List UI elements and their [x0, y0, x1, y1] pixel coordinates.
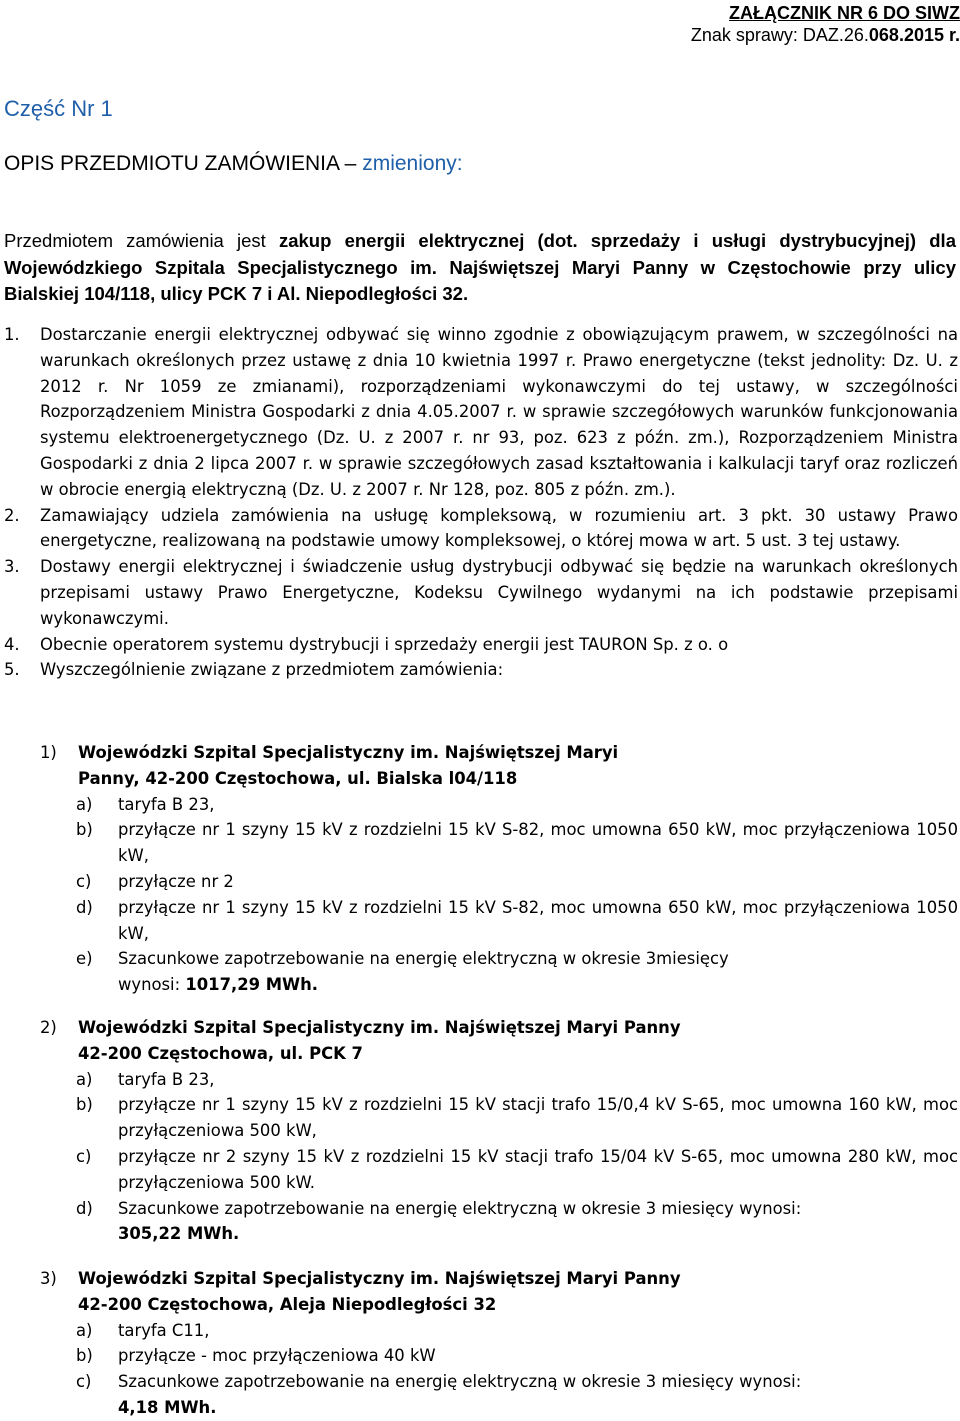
intro-bold: zakup energii elektrycznej (dot. sprzedaży i usługi dystrybucyjnej) dla Wojewódzkiego Szpitala Specjalistycznego im. Najświętszej Maryi Panny w Częstochowie przy ulicy Bialskiej 104/118, ulicy PCK 7 i Al. Niepodległości 32. [4, 230, 956, 304]
item-letter: a) [76, 1069, 93, 1089]
section-item [40, 1092, 958, 1144]
point-item [4, 632, 958, 658]
item-text-continuation: wynosi: [118, 975, 186, 995]
energy-demand-value: 305,22 MWh. [118, 1224, 240, 1244]
point-item [4, 503, 958, 555]
point-number: 5. [4, 660, 20, 680]
point-number: 1. [4, 325, 20, 344]
section-heading [40, 740, 958, 766]
item-text: Szacunkowe zapotrzebowanie na energię elektryczną w okresie 3miesięcy [118, 949, 729, 969]
section-item [40, 895, 958, 947]
item-letter: d) [76, 1198, 93, 1218]
point-text: Dostawy energii elektrycznej i świadczenie usług dystrybucji odbywać się będzie na warunkach określonych przepisami ustawy Prawo Energetyczne, Kodeksu Cywilnego wydanymi na ich podstawie przepisami wykonawczymi. [40, 557, 958, 628]
case-reference [691, 24, 960, 46]
case-reference-prefix: Znak sprawy: DAZ.26. [690, 25, 869, 45]
title-suffix: zmieniony: [362, 152, 463, 175]
item-letter: b) [76, 820, 93, 840]
hospital-section-2 [40, 1015, 958, 1247]
title-main: OPIS PRZEDMIOTU ZAMÓWIENIA – [4, 152, 363, 175]
point-item [4, 554, 958, 631]
part-label: Część Nr 1 [4, 96, 113, 121]
section-number: 1) [40, 743, 57, 762]
section-item [40, 1144, 958, 1196]
item-letter: a) [76, 794, 93, 814]
item-letter: b) [76, 1346, 93, 1366]
point-text: Obecnie operatorem systemu dystrybucji i sprzedaży energii jest TAURON Sp. z o. o [40, 634, 729, 654]
item-letter: b) [76, 1095, 93, 1115]
item-text: przyłącze nr 1 szyny 15 kV z rozdzielni 15 kV S-82, moc umowna 650 kW, moc przyłączeniowa 1050 kW, [118, 897, 958, 943]
section-name: Wojewódzki Szpital Specjalistyczny im. Najświętszej Maryi [78, 743, 619, 762]
section-number: 3) [40, 1269, 57, 1288]
intro-prefix: Przedmiotem zamówienia jest [4, 230, 279, 251]
point-item [4, 322, 958, 503]
section-heading [40, 1015, 958, 1041]
item-letter: d) [76, 897, 93, 917]
case-reference-number: 068.2015 r. [868, 25, 960, 45]
point-number: 3. [4, 557, 20, 577]
section-item [40, 946, 958, 998]
item-text: przyłącze nr 2 [118, 871, 234, 891]
section-address: 42-200 Częstochowa, Aleja Niepodległości 32 [78, 1294, 497, 1314]
section-item [40, 869, 958, 895]
item-text-block [118, 1196, 958, 1248]
section-address: 42-200 Częstochowa, ul. PCK 7 [78, 1043, 363, 1063]
section-item [40, 1196, 958, 1248]
point-text: Dostarczanie energii elektrycznej odbywać się winno zgodnie z obowiązującym prawem, w szczególności na warunkach określonych przez ustawę z dnia 10 kwietnia 1997 r. Prawo energetyczne (tekst jednolity: Dz. U. z 2012 r. Nr 1059 ze zmianami), rozporządzeniami wykonawczymi do tej ustawy, w szczególności Rozporządzeniem Ministra Gospodarki z dnia 4.05.2007 r. w sprawie szczegółowych warunków funkcjonowania systemu elektroenergetycznego (Dz. U. z 2007 r. nr 93, poz. 623 z późn. zm.), Rozporządzeniem Ministra Gospodarki z dnia 2 lipca 2007 r. w sprawie szczegółowych zasad kształtowania i kalkulacji taryf oraz rozliczeń w obrocie energią elektryczną (Dz. U. z 2007 r. Nr 128, poz. 805 z późn. zm.). [40, 325, 958, 499]
item-letter: c) [76, 871, 92, 891]
points-list [4, 322, 958, 683]
item-text: Szacunkowe zapotrzebowanie na energię elektryczną w okresie 3 miesięcy wynosi: [118, 1198, 802, 1218]
section-item [40, 792, 958, 818]
hospital-section-1 [40, 740, 958, 998]
item-text: przyłącze nr 1 szyny 15 kV z rozdzielni 15 kV stacji trafo 15/0,4 kV S-65, moc umowna 160 kW, moc przyłączeniowa 500 kW, [118, 1095, 958, 1141]
point-number: 2. [4, 505, 20, 525]
section-item [40, 1343, 958, 1369]
document-title [4, 152, 463, 176]
item-text-block [118, 1369, 958, 1421]
energy-demand-value: 1017,29 MWh. [185, 975, 319, 995]
item-text-block [118, 946, 958, 998]
energy-demand-value: 4,18 MWh. [118, 1397, 217, 1417]
section-name: Wojewódzki Szpital Specjalistyczny im. Najświętszej Maryi Panny [78, 1018, 681, 1037]
point-number: 4. [4, 634, 20, 654]
item-letter: c) [76, 1146, 92, 1166]
section-item [40, 1067, 958, 1093]
item-letter: e) [76, 949, 93, 969]
item-letter: c) [76, 1372, 92, 1392]
item-text: przyłącze nr 2 szyny 15 kV z rozdzielni 15 kV stacji trafo 15/04 kV S-65, moc umowna 280 kW, moc przyłączeniowa 500 kW. [118, 1146, 958, 1192]
point-item [4, 657, 958, 683]
point-text: Wyszczególnienie związane z przedmiotem zamówienia: [40, 660, 504, 680]
section-heading [40, 1266, 958, 1292]
hospital-section-3 [40, 1266, 958, 1421]
item-text: taryfa B 23, [118, 794, 215, 814]
section-item [40, 1369, 958, 1421]
item-text: taryfa C11, [118, 1320, 210, 1340]
item-text: Szacunkowe zapotrzebowanie na energię elektryczną w okresie 3 miesięcy wynosi: [118, 1372, 802, 1392]
section-number: 2) [40, 1018, 57, 1037]
point-text: Zamawiający udziela zamówienia na usługę kompleksową, w rozumieniu art. 3 pkt. 30 ustawy Prawo energetyczne, realizowaną na podstawie umowy kompleksowej, o której mowa w art. 5 ust. 3 tej ustawy. [40, 505, 958, 551]
intro-paragraph [4, 228, 956, 308]
section-address: Panny, 42-200 Częstochowa, ul. Bialska l04/118 [78, 768, 518, 788]
section-item [40, 1318, 958, 1344]
attachment-header: ZAŁĄCZNIK NR 6 DO SIWZ [729, 3, 960, 23]
section-name: Wojewódzki Szpital Specjalistyczny im. Najświętszej Maryi Panny [78, 1269, 681, 1288]
section-item [40, 817, 958, 869]
item-letter: a) [76, 1320, 93, 1340]
item-text: przyłącze nr 1 szyny 15 kV z rozdzielni 15 kV S-82, moc umowna 650 kW, moc przyłączeniowa 1050 kW, [118, 820, 958, 866]
item-text: taryfa B 23, [118, 1069, 215, 1089]
item-text: przyłącze - moc przyłączeniowa 40 kW [118, 1346, 436, 1366]
